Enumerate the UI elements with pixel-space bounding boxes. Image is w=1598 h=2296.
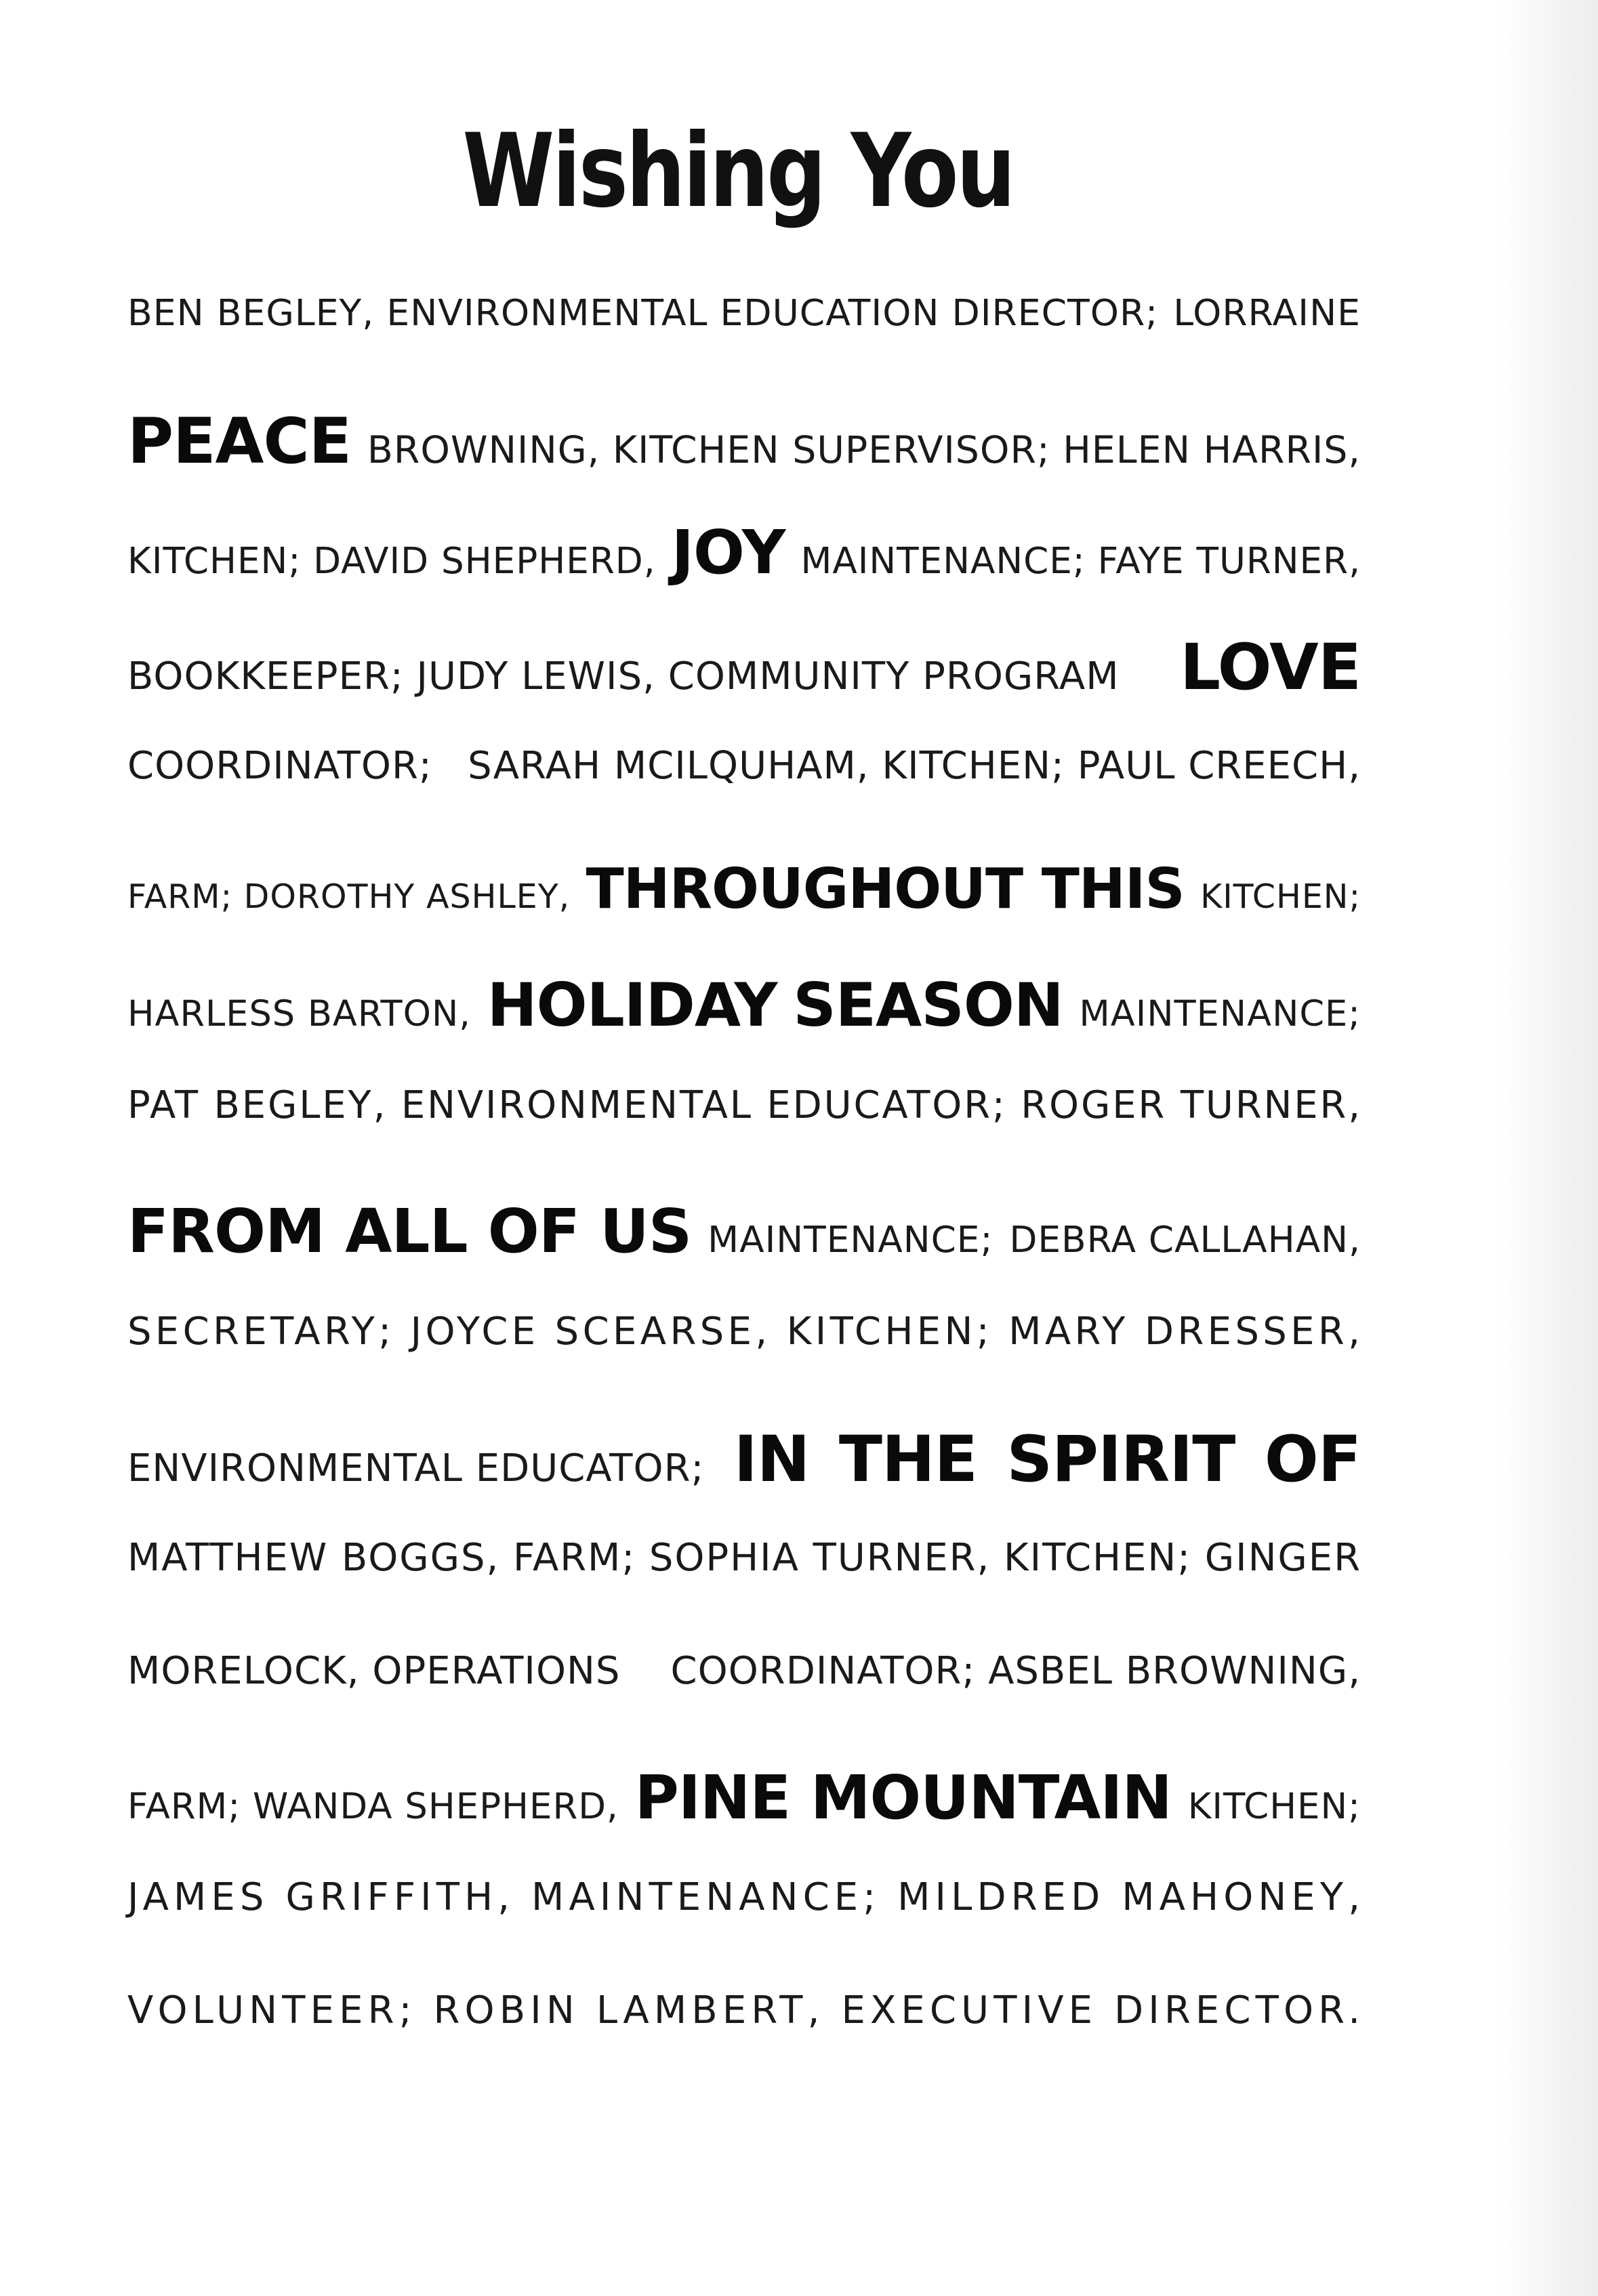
staff-text: LORRAINE [1173,291,1361,334]
greeting-word: THE [838,1423,977,1497]
staff-text: PAT BEGLEY, ENVIRONMENTAL EDUCATOR; ROGER TURNER, [127,1083,1362,1127]
text-line [127,518,1361,631]
staff-list-text [127,291,1366,2102]
text-line [127,1649,1361,1762]
text-line [127,1423,1361,1536]
staff-text: BEN BEGLEY, ENVIRONMENTAL EDUCATION DIRECTOR; [127,291,1159,334]
greeting-word: LOVE [1180,631,1361,705]
staff-text: MORELOCK, OPERATIONS [127,1649,621,1693]
text-line [127,1988,1366,2102]
staff-text: JAMES GRIFFITH, MAINTENANCE; MILDRED MAHONEY, [127,1875,1366,1919]
text-line [127,970,1361,1083]
greeting-word: OF [1264,1423,1361,1497]
greeting-word: PINE MOUNTAIN [634,1762,1172,1833]
staff-text: MATTHEW BOGGS, FARM; SOPHIA TURNER, KITCHEN; GINGER [127,1536,1361,1580]
staff-text: MAINTENANCE; [708,1219,993,1261]
text-line [127,1196,1361,1310]
text-line [127,1875,1366,1988]
staff-text: COORDINATOR; ASBEL BROWNING, [670,1649,1361,1693]
staff-text: MAINTENANCE; FAYE TURNER, [800,540,1361,582]
greeting-word: SPIRIT [1006,1423,1235,1497]
staff-text: BROWNING, KITCHEN SUPERVISOR; HELEN HARRIS, [367,429,1361,472]
staff-text: DEBRA CALLAHAN, [1009,1219,1361,1261]
staff-text: VOLUNTEER; ROBIN LAMBERT, EXECUTIVE DIRECTOR. [127,1988,1366,2032]
greeting-word: JOY [671,518,785,588]
staff-text: MAINTENANCE; [1079,993,1361,1035]
text-line [127,857,1361,970]
greeting-word: FROM ALL OF US [127,1196,692,1267]
text-line [127,1762,1361,1875]
staff-text: BOOKKEEPER; JUDY LEWIS, COMMUNITY PROGRAM [127,654,1120,698]
staff-text: FARM; WANDA SHEPHERD, [127,1786,619,1827]
greeting-word: IN [733,1423,810,1497]
text-line [127,404,1361,518]
staff-text: ENVIRONMENTAL EDUCATOR; [127,1446,705,1490]
text-line [127,744,1361,857]
staff-text: KITCHEN; [1200,877,1361,916]
staff-text: SECRETARY; JOYCE SCEARSE, KITCHEN; MARY DRESSER, [127,1310,1364,1354]
greeting-word: PEACE [127,404,352,478]
text-line [127,1536,1361,1649]
text-line [127,631,1361,744]
text-line [127,291,1361,404]
staff-text: HARLESS BARTON, [127,993,472,1035]
staff-text: KITCHEN; [1187,1786,1361,1827]
greeting-word: SEASON [793,970,1063,1040]
greeting-word: HOLIDAY [487,970,777,1040]
staff-text: SARAH MCILQUHAM, KITCHEN; PAUL CREECH, [468,744,1361,788]
text-line [127,1083,1361,1196]
staff-text: KITCHEN; DAVID SHEPHERD, [127,540,656,582]
staff-text: COORDINATOR; [127,744,432,788]
card-title: Wishing You [462,112,1014,230]
staff-text: FARM; DOROTHY ASHLEY, [127,877,571,916]
text-line [127,1310,1364,1423]
greeting-word: THROUGHOUT THIS [586,857,1185,921]
